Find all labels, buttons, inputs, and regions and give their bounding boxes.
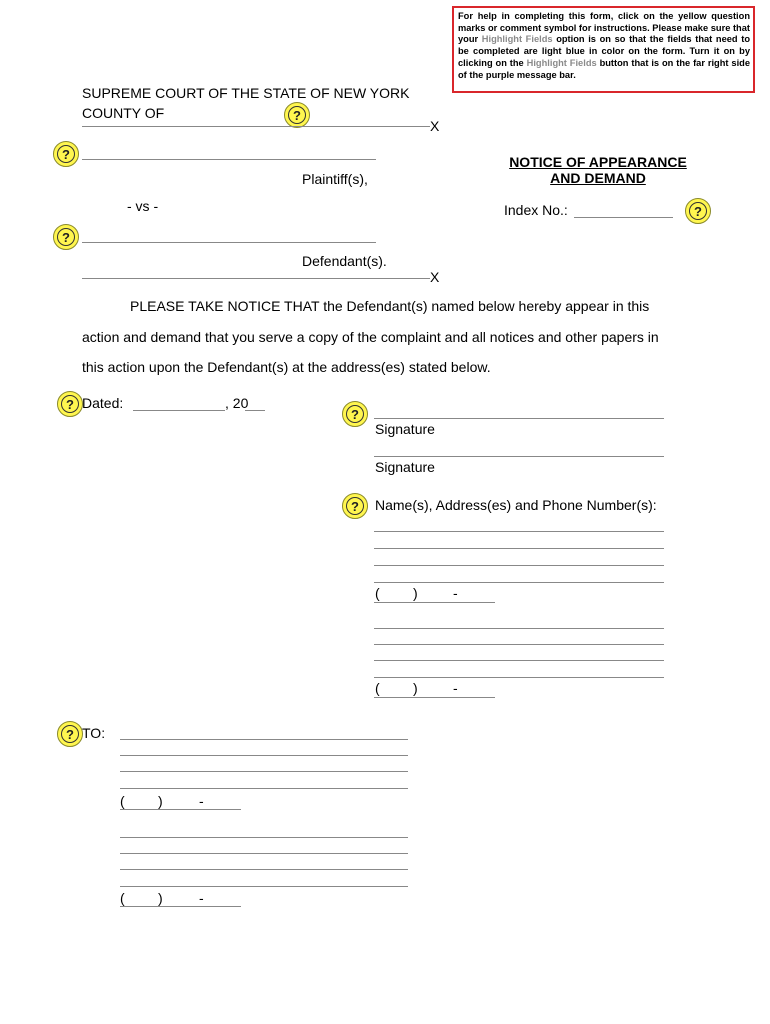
signature-label-2: Signature [375, 459, 435, 475]
to-address-line-field[interactable] [120, 739, 408, 740]
question-mark-icon[interactable]: ? [57, 391, 83, 417]
phone-dash: - [199, 890, 204, 906]
caption-x-mark: X [430, 269, 440, 285]
question-mark-icon[interactable]: ? [685, 198, 711, 224]
address-line-field[interactable] [374, 582, 664, 583]
address-line-field[interactable] [374, 531, 664, 532]
question-mark-icon[interactable]: ? [53, 141, 79, 167]
address-line-field[interactable] [374, 548, 664, 549]
to-phone-number-field[interactable] [120, 906, 241, 907]
dated-label: Dated: [82, 395, 124, 411]
question-mark-icon[interactable]: ? [284, 102, 310, 128]
to-address-line-field[interactable] [120, 853, 408, 854]
defendant-name-field[interactable] [82, 242, 376, 243]
phone-dash: - [453, 585, 458, 601]
signature-field-2[interactable] [374, 456, 664, 457]
defendant-label: Defendant(s). [302, 253, 387, 269]
address-line-field[interactable] [374, 628, 664, 629]
court-name: SUPREME COURT OF THE STATE OF NEW YORK [82, 85, 410, 101]
address-line-field[interactable] [374, 565, 664, 566]
phone-area-close: ) [158, 890, 163, 906]
phone-area-open: ( [120, 890, 125, 906]
phone-area-open: ( [120, 793, 125, 809]
to-phone-number-field[interactable] [120, 809, 241, 810]
to-address-line-field[interactable] [120, 837, 408, 838]
to-address-line-field[interactable] [120, 869, 408, 870]
notice-text-line-2: action and demand that you serve a copy of the complaint and all notices and other papers in [82, 329, 659, 345]
phone-dash: - [199, 793, 204, 809]
address-line-field[interactable] [374, 660, 664, 661]
signature-label-1: Signature [375, 421, 435, 437]
notice-text-line-1: PLEASE TAKE NOTICE THAT the Defendant(s) named below hereby appear in this [130, 298, 650, 314]
phone-number-field[interactable] [374, 697, 495, 698]
dated-year-label: , 20 [225, 395, 249, 411]
to-address-line-field[interactable] [120, 886, 408, 887]
phone-area-close: ) [413, 680, 418, 696]
dated-year-field[interactable] [245, 410, 265, 411]
document-title: NOTICE OF APPEARANCE AND DEMAND [509, 154, 687, 186]
index-number-label: Index No.: [504, 202, 568, 218]
address-line-field[interactable] [374, 677, 664, 678]
to-address-line-field[interactable] [120, 771, 408, 772]
caption-x-mark: X [430, 118, 440, 134]
address-line-field[interactable] [374, 644, 664, 645]
question-mark-icon[interactable]: ? [53, 224, 79, 250]
index-number-field[interactable] [574, 217, 673, 218]
phone-area-close: ) [158, 793, 163, 809]
plaintiff-name-field[interactable] [82, 159, 376, 160]
question-mark-icon[interactable]: ? [342, 493, 368, 519]
phone-dash: - [453, 680, 458, 696]
phone-area-open: ( [375, 680, 380, 696]
phone-area-open: ( [375, 585, 380, 601]
versus-label: - vs - [127, 198, 159, 214]
notice-text-line-3: this action upon the Defendant(s) at the address(es) stated below. [82, 359, 491, 375]
names-addresses-label: Name(s), Address(es) and Phone Number(s): [375, 497, 657, 513]
to-address-line-field[interactable] [120, 755, 408, 756]
county-label: COUNTY OF [82, 105, 165, 121]
caption-bottom-rule [82, 278, 430, 279]
signature-field-1[interactable] [374, 418, 664, 419]
question-mark-icon[interactable]: ? [342, 401, 368, 427]
caption-top-rule [82, 126, 430, 127]
dated-date-field[interactable] [133, 410, 225, 411]
to-label: TO: [82, 725, 106, 741]
help-instructions-box: For help in completing this form, click on the yellow question marks or comment symbol for instructions. Please make sure that your Highlight Fields option is on so that the fields that need to be completed are light blue in color on the form. Turn it on by clicking on the Highlight Fields button that is on the far right side of the purple message bar. [452, 6, 755, 93]
question-mark-icon[interactable]: ? [57, 721, 83, 747]
plaintiff-label: Plaintiff(s), [302, 171, 368, 187]
to-address-line-field[interactable] [120, 788, 408, 789]
highlight-fields-text: Highlight Fields [481, 34, 553, 45]
highlight-fields-text: Highlight Fields [526, 57, 597, 68]
phone-area-close: ) [413, 585, 418, 601]
phone-number-field[interactable] [374, 602, 495, 603]
